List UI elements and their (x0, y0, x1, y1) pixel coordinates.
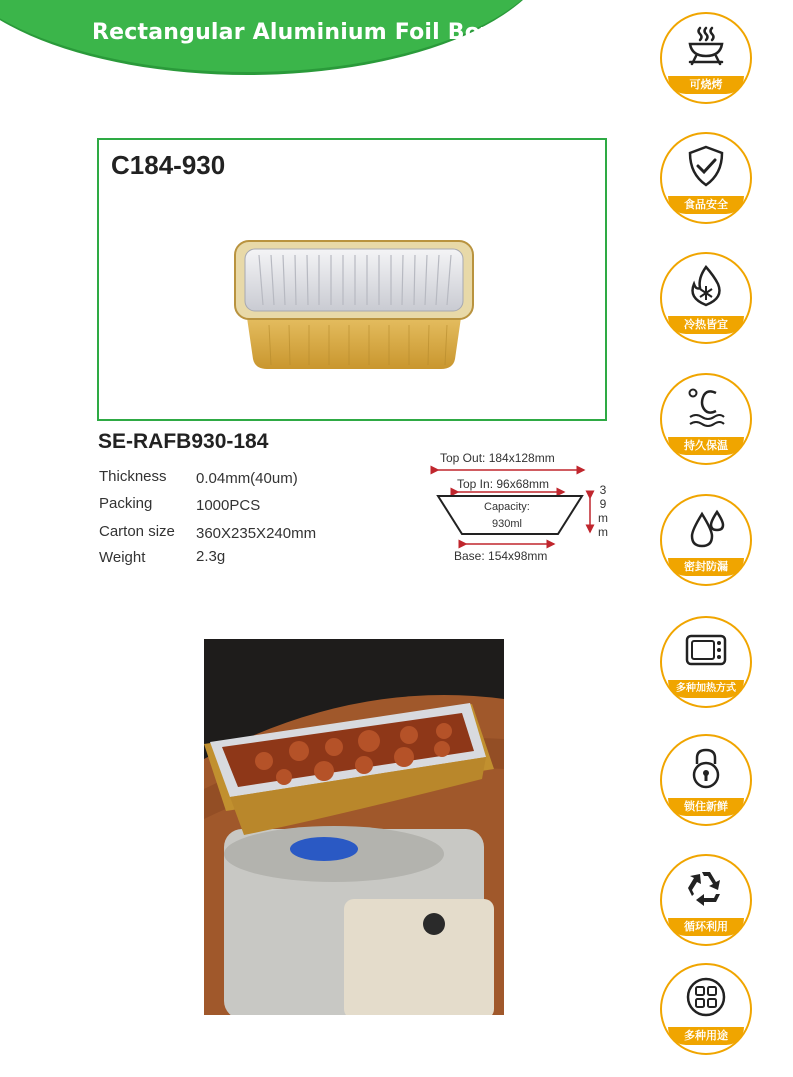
feature-multipurpose (660, 963, 752, 1055)
height-label (598, 483, 608, 539)
height-char: 9 (599, 497, 607, 511)
feature-lock-freshness (660, 734, 752, 826)
product-image-frame (97, 138, 607, 421)
feature-label: 持久保温 (668, 437, 744, 455)
feature-label: 循环利用 (668, 918, 744, 936)
temperature-icon (684, 385, 728, 429)
spec-row-carton-size (99, 523, 317, 542)
spec-value: 1000PCS (196, 497, 261, 514)
base-label: Base: 154x98mm (454, 549, 548, 563)
model-code: C184-930 (111, 150, 226, 180)
spec-label: Carton size (99, 523, 175, 540)
feature-multi-heating (660, 616, 752, 708)
shield-check-icon (684, 144, 728, 188)
feature-label: 冷热皆宜 (668, 316, 744, 334)
top-in-label: Top In: 96x68mm (457, 477, 550, 491)
water-drop-icon (684, 506, 728, 550)
feature-label: 食品安全 (668, 196, 744, 214)
spec-row-thickness (99, 468, 298, 487)
recycle-icon (684, 866, 728, 910)
spec-value: 360X235X240mm (196, 525, 317, 542)
spec-label: Packing (99, 495, 153, 512)
padlock-icon (684, 746, 728, 790)
grill-icon (684, 24, 728, 68)
spec-row-weight (99, 548, 226, 566)
feature-grillable (660, 12, 752, 104)
feature-label: 可烧烤 (668, 76, 744, 94)
feature-recyclable (660, 854, 752, 946)
feature-label: 多种用途 (668, 1027, 744, 1045)
feature-label: 多种加热方式 (668, 680, 744, 698)
height-char: m (598, 525, 608, 539)
capacity-value: 930ml (492, 518, 522, 530)
page-title: Rectangular Aluminium Foil Bowl (92, 20, 509, 45)
feature-food-safe (660, 132, 752, 224)
capacity-label: Capacity: (484, 501, 530, 513)
microwave-icon (684, 628, 728, 672)
feature-heat-retention (660, 373, 752, 465)
fire-snowflake-icon (684, 264, 728, 308)
grid-icon (684, 975, 728, 1019)
foil-tray-image (229, 235, 479, 375)
product-in-use-photo (204, 639, 504, 1015)
feature-label: 密封防漏 (668, 558, 744, 576)
spec-row-packing (99, 495, 261, 514)
spec-value: 0.04mm(40um) (196, 470, 298, 487)
height-char: 3 (599, 483, 607, 497)
spec-value: 2.3g (196, 548, 226, 565)
top-out-label: Top Out: 184x128mm (440, 451, 555, 465)
feature-hot-cold (660, 252, 752, 344)
spec-label: Weight (99, 549, 146, 566)
spec-label: Thickness (99, 468, 167, 485)
product-sku: SE-RAFB930-184 (98, 430, 269, 453)
height-char: m (598, 511, 608, 525)
feature-leak-proof (660, 494, 752, 586)
feature-label: 锁住新鲜 (668, 798, 744, 816)
